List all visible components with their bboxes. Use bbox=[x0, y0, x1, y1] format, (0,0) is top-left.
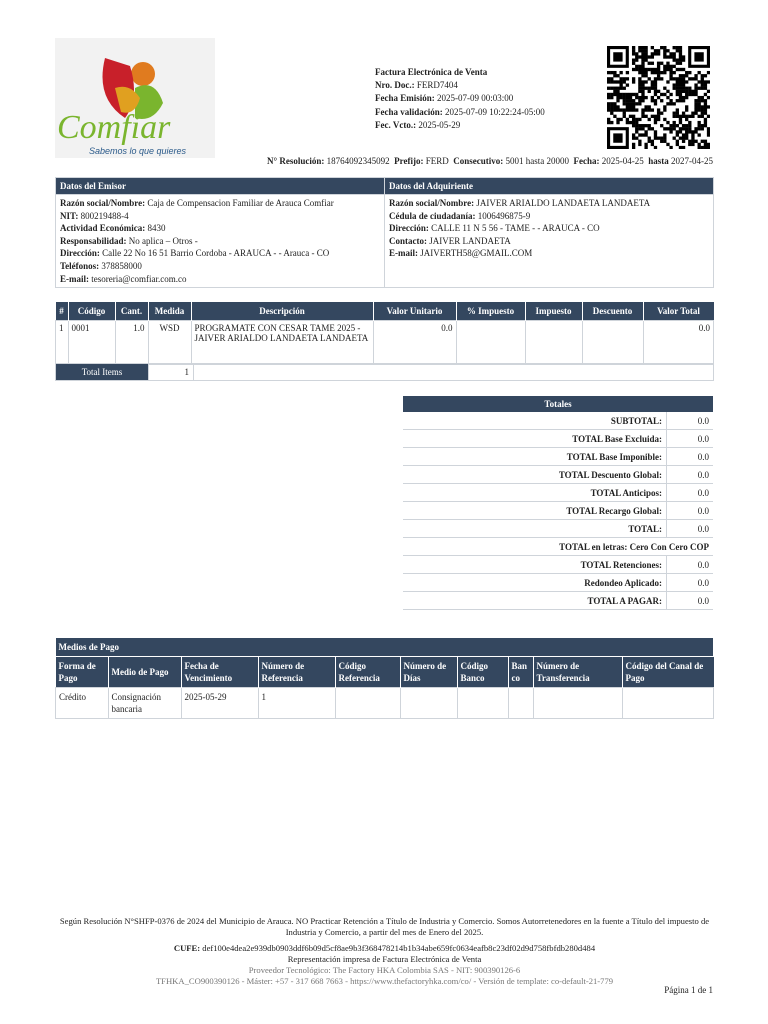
cell bbox=[335, 688, 400, 719]
col-header: Descripción bbox=[191, 302, 373, 321]
totals-label: TOTAL: bbox=[403, 520, 667, 538]
cell bbox=[508, 688, 533, 719]
invoice-header bbox=[375, 66, 545, 132]
col-header: Número de Referencia bbox=[258, 657, 335, 688]
totals-row bbox=[403, 592, 713, 610]
totals-value: 0.0 bbox=[667, 484, 714, 502]
cell bbox=[533, 688, 622, 719]
total-items-row bbox=[55, 363, 714, 381]
col-header: Descuento bbox=[582, 302, 643, 321]
logo-tagline: Sabemos lo que quieres bbox=[89, 146, 187, 156]
header-field: Fecha validación: 2025-07-09 10:22:24-05:00 bbox=[375, 106, 545, 117]
col-header: Medio de Pago bbox=[108, 657, 181, 688]
parties-table bbox=[55, 177, 714, 288]
totals-row bbox=[403, 574, 713, 592]
col-header: % Impuesto bbox=[456, 302, 525, 321]
cell: 0001 bbox=[68, 321, 115, 365]
payment-heading: Medios de Pago bbox=[56, 638, 714, 657]
totals-value: 0.0 bbox=[667, 520, 714, 538]
provider-line: Proveedor Tecnológico: The Factory HKA Colombia SAS - NIT: 900390126-6 bbox=[248, 965, 521, 975]
emisor-details: Razón social/Nombre: Caja de Compensacion Familiar de Arauca Comfiar NIT: 800219488-4 Actividad Económica: 8430 Responsabilidad: No aplica – Otros - Dirección: Calle 22 No 16 51 Barrio Cordoba - ARAUCA - - Arauca - CO Teléfonos: 378858000 E-mail: tesoreria@comfiar.com.co bbox=[56, 195, 385, 288]
cell: Consignación bancaria bbox=[108, 688, 181, 719]
items-header-row bbox=[56, 302, 714, 321]
totals-label: TOTAL Recargo Global: bbox=[403, 502, 667, 520]
totals-label: SUBTOTAL: bbox=[403, 412, 667, 430]
items-table bbox=[55, 302, 714, 365]
totals-value: 0.0 bbox=[667, 448, 714, 466]
header-field: Nro. Doc.: FERD7404 bbox=[375, 80, 458, 91]
col-header: Fecha de Vencimiento bbox=[181, 657, 258, 688]
company-logo bbox=[55, 38, 215, 158]
print-representation: Representación impresa de Factura Electrónica de Venta bbox=[287, 954, 482, 964]
totals-row bbox=[403, 430, 713, 448]
cell: 0.0 bbox=[643, 321, 714, 365]
total-items-label: Total Items bbox=[56, 364, 149, 381]
totals-value: 0.0 bbox=[667, 502, 714, 520]
col-header: Código Referencia bbox=[335, 657, 400, 688]
totals-row bbox=[403, 556, 713, 574]
col-header: Código Banco bbox=[457, 657, 508, 688]
total-items-value: 1 bbox=[149, 364, 194, 381]
cell: WSD bbox=[148, 321, 191, 365]
totals-label: Redondeo Aplicado: bbox=[403, 574, 667, 592]
table-row bbox=[56, 688, 714, 719]
resolution-line: N° Resolución: 18764092345092 Prefijo: FERD Consecutivo: 5001 hasta 20000 Fecha: 2025-04-25 hasta 2027-04-25 bbox=[267, 156, 713, 166]
totals-row bbox=[403, 484, 713, 502]
table-row bbox=[56, 321, 714, 365]
cell: 2025-05-29 bbox=[181, 688, 258, 719]
page-number: Página 1 de 1 bbox=[664, 985, 713, 995]
col-header: Número de Transferencia bbox=[533, 657, 622, 688]
cell bbox=[456, 321, 525, 365]
col-header: Valor Unitario bbox=[373, 302, 456, 321]
totals-value: 0.0 bbox=[667, 466, 714, 484]
header-field: Fecha Emisión: 2025-07-09 00:03:00 bbox=[375, 93, 514, 104]
totals-row bbox=[403, 502, 713, 520]
emisor-heading: Datos del Emisor bbox=[56, 178, 385, 195]
totals-label: TOTAL Anticipos: bbox=[403, 484, 667, 502]
totals-row bbox=[403, 520, 713, 538]
totals-row bbox=[403, 448, 713, 466]
logo-wordmark: Comfiar bbox=[57, 109, 171, 146]
adquiriente-heading: Datos del Adquiriente bbox=[385, 178, 714, 195]
totals-label: TOTAL Retenciones: bbox=[403, 556, 667, 574]
col-header: Impuesto bbox=[525, 302, 582, 321]
totals-table bbox=[403, 396, 713, 610]
header-field: Fec. Vcto.: 2025-05-29 bbox=[375, 119, 461, 130]
col-header: Ban co bbox=[508, 657, 533, 688]
col-header: Valor Total bbox=[643, 302, 714, 321]
totals-value: 0.0 bbox=[667, 574, 714, 592]
totals-value: 0.0 bbox=[667, 412, 714, 430]
col-header: Medida bbox=[148, 302, 191, 321]
totals-label: TOTAL A PAGAR: bbox=[403, 592, 667, 610]
col-header: # bbox=[56, 302, 69, 321]
totals-label: TOTAL Base Imponible: bbox=[403, 448, 667, 466]
totals-heading: Totales bbox=[403, 396, 713, 412]
totals-value: 0.0 bbox=[667, 592, 714, 610]
col-header: Cant. bbox=[115, 302, 148, 321]
cell: 1.0 bbox=[115, 321, 148, 365]
totals-label: TOTAL Descuento Global: bbox=[403, 466, 667, 484]
cell: 1 bbox=[56, 321, 69, 365]
cell bbox=[525, 321, 582, 365]
invoice-title: Factura Electrónica de Venta bbox=[375, 67, 488, 77]
cell: 1 bbox=[258, 688, 335, 719]
adquiriente-details: Razón social/Nombre: JAIVER ARIALDO LANDAETA LANDAETA Cédula de ciudadanía: 1006496875-9 Dirección: CALLE 11 N 5 56 - TAME - - ARAUCA - CO Contacto: JAIVER LANDAETA E-mail: JAIVERTH58@GMAIL.COM bbox=[385, 195, 714, 288]
totals-label: TOTAL Base Excluida: bbox=[403, 430, 667, 448]
cell: 0.0 bbox=[373, 321, 456, 365]
col-header: Número de Días bbox=[400, 657, 457, 688]
cell: Crédito bbox=[56, 688, 109, 719]
legal-note: Según Resolución N°SHFP-0376 de 2024 del Municipio de Arauca. NO Practicar Retención a Título de Industria y Comercio. Somos Autorretenedores en la fuente a Título del impuesto de Industria y Comercio, a partir del mes de Enero del 2025. bbox=[59, 916, 710, 937]
totals-row bbox=[403, 412, 713, 430]
cell bbox=[400, 688, 457, 719]
payment-header-row bbox=[56, 657, 714, 688]
payment-table bbox=[55, 638, 714, 719]
cell bbox=[622, 688, 714, 719]
totals-row bbox=[403, 538, 713, 556]
qr-code bbox=[607, 46, 710, 149]
cell bbox=[582, 321, 643, 365]
totals-value: 0.0 bbox=[667, 430, 714, 448]
template-line: TFHKA_CO900390126 - Máster: +57 - 317 668 7663 - https://www.thefactoryhka.com/co/ - Versión de template: co-default-21-779 bbox=[155, 976, 614, 986]
cell bbox=[457, 688, 508, 719]
totals-label: TOTAL en letras: Cero Con Cero COP bbox=[403, 538, 713, 556]
col-header: Código bbox=[68, 302, 115, 321]
cell: PROGRAMATE CON CESAR TAME 2025 - JAIVER ARIALDO LANDAETA LANDAETA bbox=[191, 321, 373, 365]
cufe-line: CUFE: def100e4dea2e939db0903ddf6b09d5cf8ae9b3f368478214b1b34abe659fc0634eafb8c23df02d9d758fbfdb280d484 bbox=[173, 943, 596, 953]
totals-value: 0.0 bbox=[667, 556, 714, 574]
col-header: Forma de Pago bbox=[56, 657, 109, 688]
col-header: Código del Canal de Pago bbox=[622, 657, 714, 688]
totals-row bbox=[403, 466, 713, 484]
